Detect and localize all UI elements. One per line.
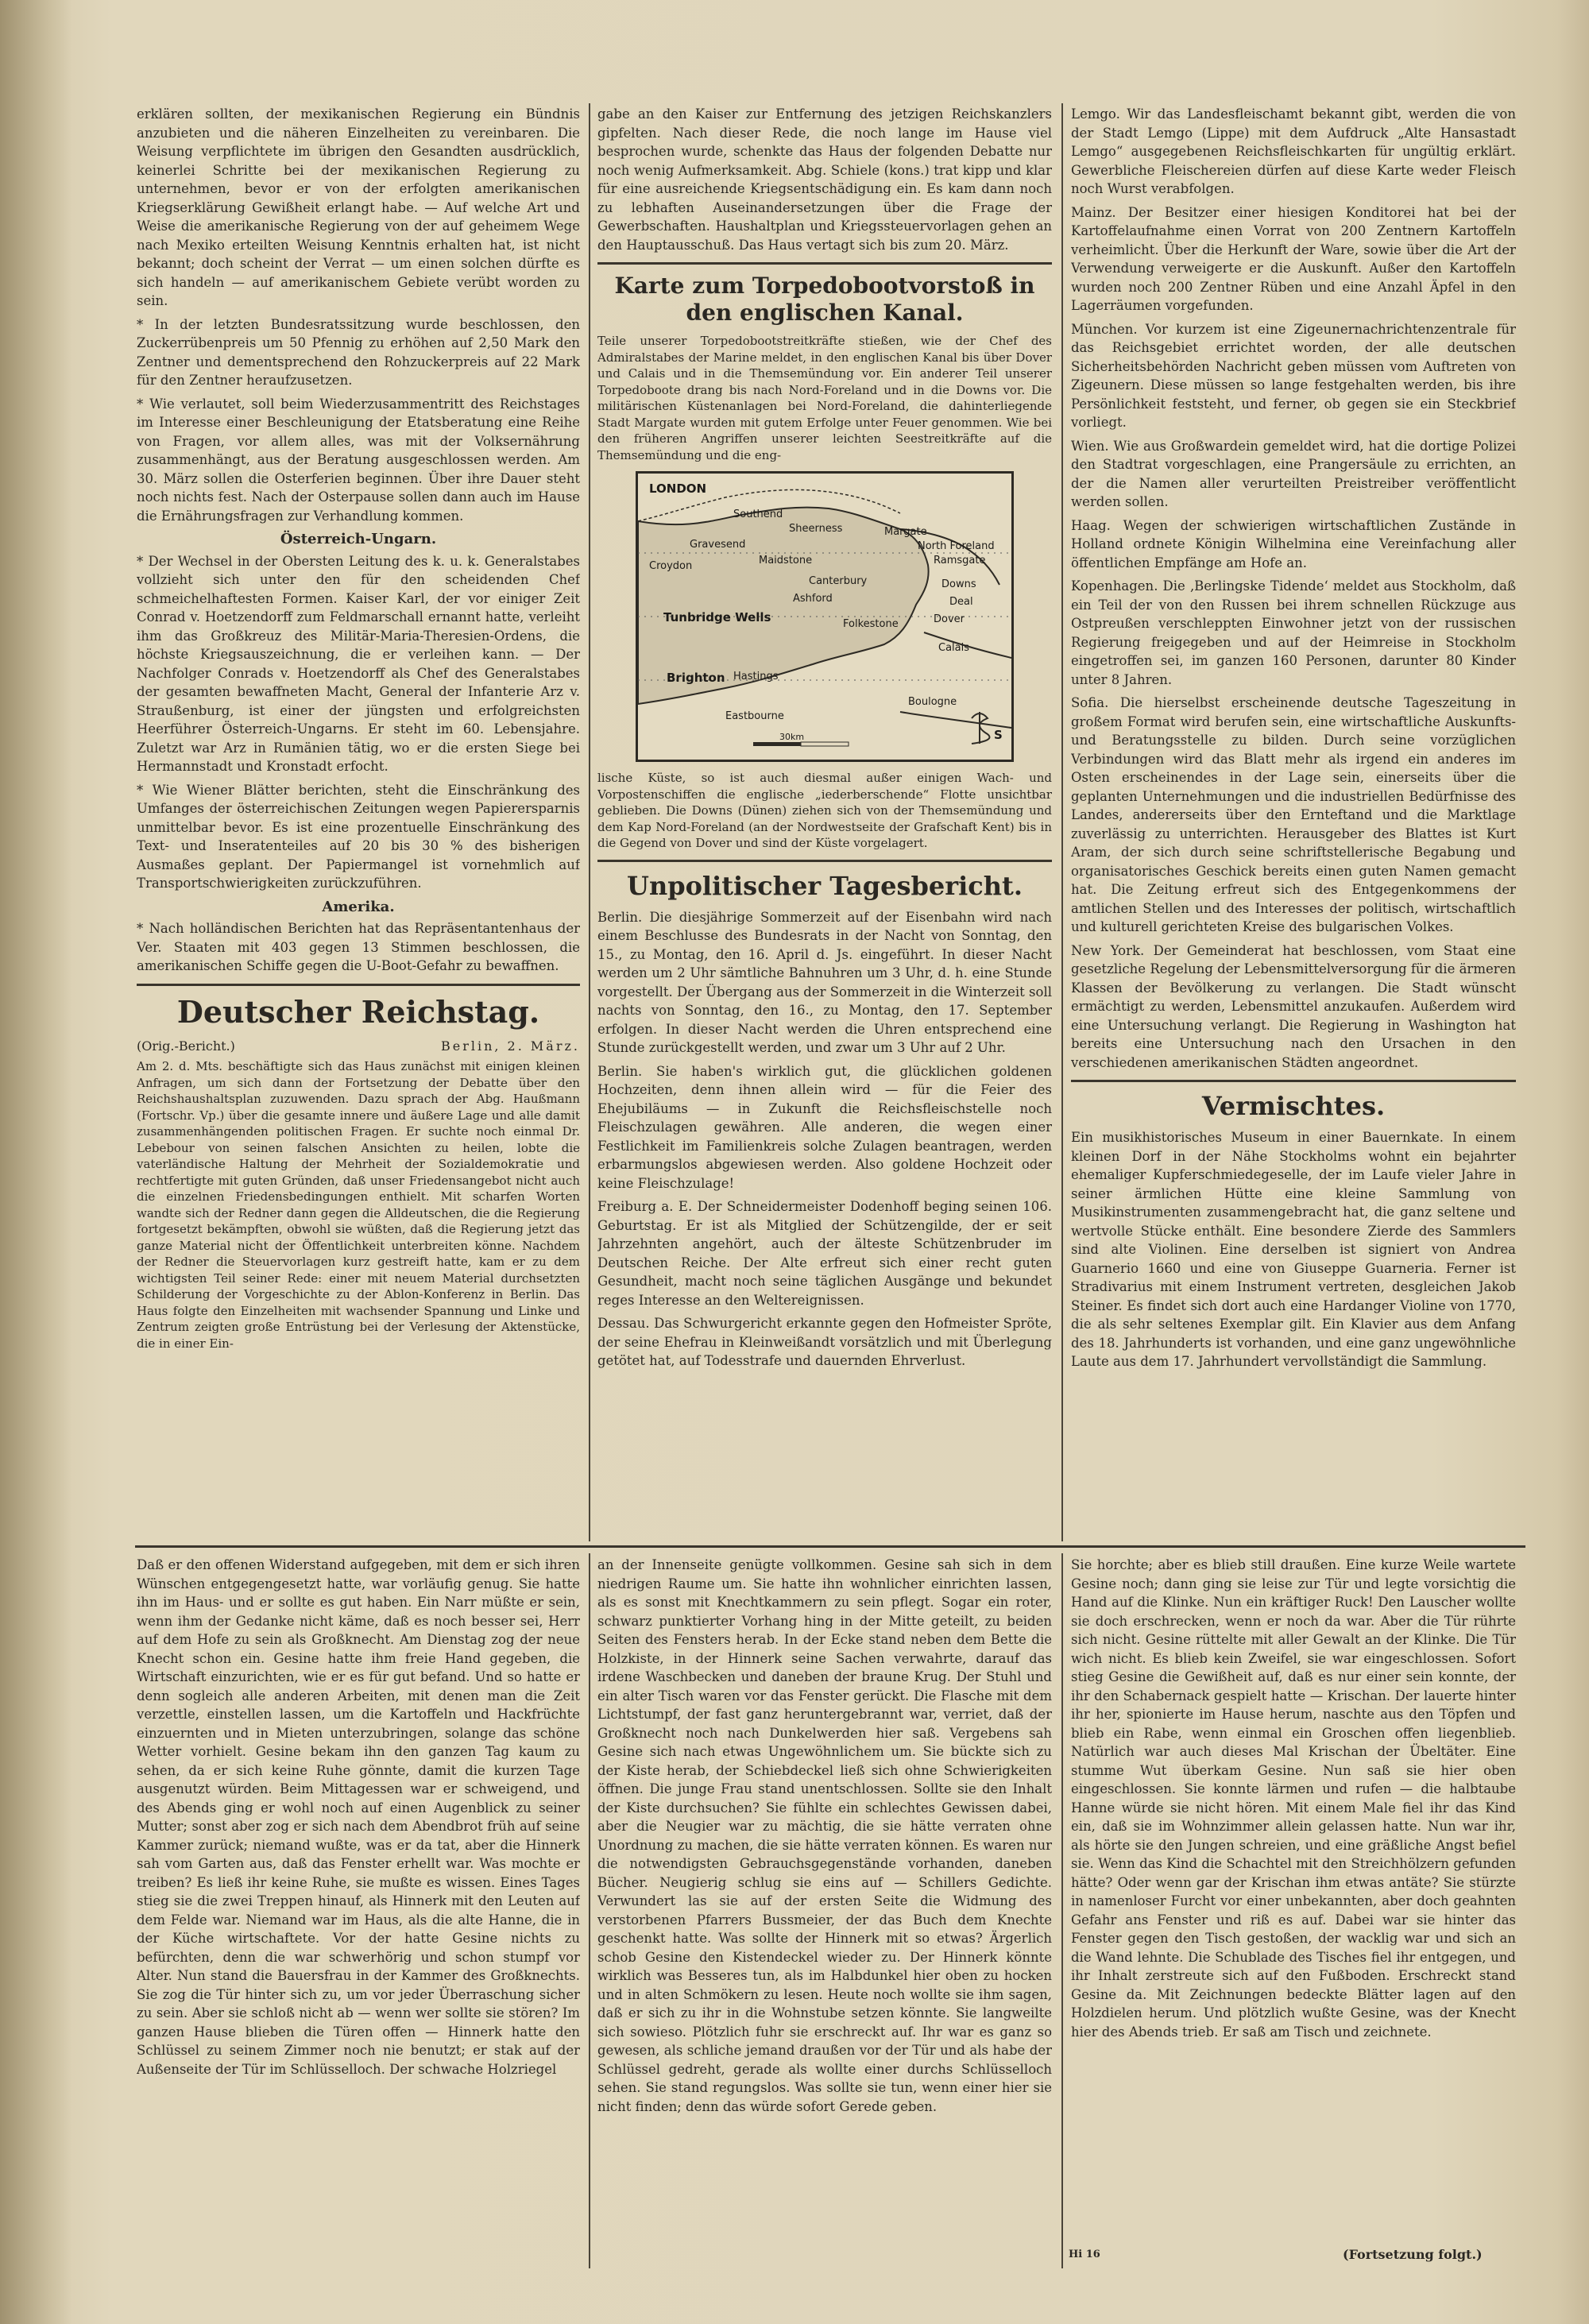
- news-item: Berlin. Sie haben's wirklich gut, die glücklichen goldenen Hochzeiten, denn ihnen allein wird — für die Feier des Ehejubiläums — in Zukunft die Reichsfleischstelle noch Fleischzulagen gewähren. Alle anderen, die wegen einer Festlichkeit im Familienkreis solche Zulagen beantragen, werden erbarmungslos abgewiesen werden. Also goldene Hochzeit oder keine Fleischzulage!: [597, 1063, 1052, 1191]
- serial-text: Daß er den offenen Widerstand aufgegeben, mit dem er sich ihren Wünschen entgegengesetzt hatte, war vorläufig genug. Sie hatte ihn im Haus- und er sollte es gut haben. Ein Narr müßte er sein, wenn ihm der Gedanke nicht käme, daß es noch besser sei, Herr auf dem Hofe zu sein als Großknecht. Am Dienstag zog der neue Knecht schon ein. Gesine hatte ihm freie Hand gegeben, die Wirtschaft einzurichten, wie er es für gut befand. Und so hatte er denn sogleich alle anderen Arbeiten, mit denen man die Zeit verzettle, einstellen lassen, um die Kartoffeln und Hackfrüchte einzuernten und in Mieten unterzubringen, solange das schöne Wetter vorhielt. Gesine bekam ihn den ganzen Tag kaum zu sehen, da er sich keine Ruhe gönnte, damit die kurzen Tage ausgenutzt würden. Beim Mittagessen war er schweigend, und des Abends ging er wohl noch auf einen Augenblick zu seiner Mutter; sonst aber zog er sich nach dem Abendbrot früh auf seine Kammer zurück; niemand wußte, was er da tat, aber die Hinnerk sah vom Garten aus, daß das Fenster erhellt war. Was mochte er treiben? Es ließ ihr keine Ruhe, sie mußte es wissen. Eines Tages stieg sie die zwei Treppen hinauf, als Hinnerk mit den Leuten auf dem Felde war. Niemand war im Haus, als die alte Hanne, die in der Küche wirtschaftete. Vor der hatte Gesine nichts zu befürchten, denn die war schwerhörig und schon stumpf vor Alter. Nun stand die Bauersfrau in der Kammer des Großknechts. Sie zog die Tür hinter sich zu, um vor jeder Überraschung sicher zu sein. Aber sie schloß nicht ab — wenn wer sollte sie stören? Im ganzen Hause blieben die Türen offen — Hinnerk hatte den Schlüssel zu seinem Zimmer noch nie benutzt; er stak auf der Außenseite der Tür im Schlüsselloch. Der schwache Holzriegel: [137, 1557, 580, 2077]
- article-paragraph: Am 2. d. Mts. beschäftigte sich das Haus zunächst mit einigen kleinen Anfragen, um sich dann der Fortsetzung der Debatte über den Reichshaushaltsplan zuzuwenden. Dazu sprach der Abg. Haußmann (Fortschr. Vp.) über die gesamte innere und äußere Lage und alle damit zusammenhängenden politischen Fragen. Er suchte noch einmal Dr. Lebebour von seinen falschen Ansichten zu heilen, lobte die vaterländische Haltung der Mehrheit der Sozialdemokratie und rechtfertigte mit guten Gründen, daß unser Friedensangebot nicht auch die einzelnen Friedensbedingungen enthielt. Mit scharfen Worten wandte sich der Redner dann gegen die Alldeutschen, die die Regierung fortgesetzt bekämpften, obwohl sie wüßten, daß die Regierung jetzt das ganze Material nicht der Öffentlichkeit unterbreiten könne. Nachdem der Redner die Steuervorlagen kurz gestreift hatte, kam er zu dem wichtigsten Teil seiner Rede: einer mit neuem Material durchsetzten Schilderung der Vorgeschichte zu der Ablon-Konferenz in Berlin. Das Haus folgte den Einzelheiten mit wachsender Spannung und Linke und Zentrum zeigten große Entrüstung bei der Verlesung der Aktenstücke, die in einer Ein-: [137, 1059, 580, 1351]
- headline-map: Karte zum Torpedobootvorstoß in den englischen Kanal.: [614, 273, 1035, 326]
- article-paragraph: * Nach holländischen Berichten hat das Repräsentantenhaus der Ver. Staaten mit 403 gegen 13 Stimmen beschlossen, die amerikanischen Schiffe gegen die U-Boot-Gefahr zu bewaffnen.: [137, 921, 580, 973]
- map-label: Hastings: [733, 671, 779, 683]
- feuilleton-column-1: [137, 1556, 580, 2263]
- article-paragraph: * In der letzten Bundesratssitzung wurde beschlossen, den Zuckerrübenpreis um 50 Pfennig zu erhöhen auf 2,50 Mark den Zentner und dementsprechend den Rohzuckerpreis auf 22 Mark für den Zentner heraufzusetzen.: [137, 316, 580, 388]
- column-divider: [1061, 1553, 1063, 2268]
- news-item: München. Vor kurzem ist eine Zigeunernachrichtenzentrale für das Reichsgebiet errichtet worden, der alle deutschen Sicherheitsbehörden Nachricht geben müssen vom Auftreten von Zigeunern. Diese müssen so lange festgehalten werden, bis ihre Persönlichkeit feststeht, und ferner, ob gegen sie ein Steckbrief vorliegt.: [1071, 321, 1516, 430]
- map-label: North Foreland: [918, 540, 995, 552]
- news-item: Sofia. Die hierselbst erscheinende deutsche Tageszeitung in großem Format wird berufen sein, eine wirtschaftliche Auskunfts- und Beratungsstelle zu bilden. Durch seine vorzüglichen Verbindungen wird das Blatt mehr als irgend ein anderes im Osten erscheinendes in der Lage sein, einerseits über die geplanten Unternehmungen und die industriellen Bedürfnisse des Landes, andererseits über den Ernteftand und die Marktlage zuverlässig zu unterrichten. Herausgeber des Blattes ist Kurt Aram, der sich durch seine schriftstellerische Begabung und organisatorisches Geschick bereits einen guten Namen gemacht hat. Die Zeitung erfreut sich des Entgegenkommens der amtlichen Stellen und des Interesses der politisch, wirtschaftlich und kulturell gerichteten Kreise des bulgarischen Volkes.: [1071, 695, 1516, 934]
- headline-unpolitical: Unpolitischer Tagesbericht.: [627, 870, 1023, 901]
- section-rule: [137, 984, 580, 986]
- feuilleton-column-3: [1071, 1556, 1516, 2239]
- page-mark: Hi 16: [1069, 2249, 1100, 2260]
- column-right: [1071, 105, 1516, 1541]
- serial-text: an der Innenseite genügte vollkommen. Gesine sah sich in dem niedrigen Raume um. Sie hatte ihn wohnlicher einrichten lassen, als es sonst mit Knechtkammern zu sein pflegt. Sogar ein roter, schwarz punktierter Vorhang hing in der Mitte geteilt, zu beiden Seiten des Fensters herab. In der Ecke stand neben dem Bette die Holzkiste, in der Hinnerk seine Sachen verwahrte, darauf das irdene Waschbecken und daneben der braune Krug. Der Stuhl und ein alter Tisch waren vor das Fenster gerückt. Die Flasche mit dem Lichtstumpf, der fast ganz heruntergebrannt war, verriet, daß der Großknecht noch nach Dunkelwerden hier saß. Vergebens sah Gesine sich nach etwas Ungewöhnlichem um. Sie bückte sich zu der Kiste herab, der Schiebdeckel ließ sich ohne Schwierigkeiten öffnen. Die junge Frau stand unentschlossen. Sollte sie den Inhalt der Kiste durchsuchen? Sie fühlte ein schlechtes Gewissen dabei, aber die Neugier war zu mächtig, die sie hätte verraten ohne Unordnung zu machen, die sie hätte verraten können. Es waren nur die notwendigsten Gebrauchsgegenstände vorhanden, daneben Bücher. Neugierig schlug sie eins auf — Schillers Gedichte. Verwundert las sie auf der ersten Seite die Widmung des verstorbenen Pfarrers Bussmeier, der das Buch dem Knechte geschenkt hatte. Was sollte der Hinnerk mit so etwas? Ärgerlich schob Gesine den Kistendeckel wieder zu. Der Hinnerk könnte wirklich was Besseres tun, als im Halbdunkel hier oben zu hocken und in alten Schmökern zu lesen. Heute noch wollte sie ihm sagen, daß er sich zu ihr in die Wohnstube setzen könnte. Sie langweilte sich sowieso. Plötzlich fuhr sie erschreckt auf. Ihr war es ganz so gewesen, als schliche jemand draußen vor der Tür und als habe der Schlüssel gedreht, gerade als wollte einer durchs Schlüsselloch sehen. Sie stand regungslos. Was sollte sie tun, wenn einer hier sie nicht finden; denn das würde sofort Gerede geben.: [597, 1557, 1052, 2114]
- page-edge-shadow: [0, 0, 72, 2324]
- news-item: Mainz. Der Besitzer einer hiesigen Konditorei hat bei der Kartoffelaufnahme einen Vorrat von 200 Zentnern Kartoffeln verheimlicht. Über die Herkunft der Ware, sowie über die Art der Verwendung verweigerte er die Auskunft. Außer den Kartoffeln wurden noch 200 Zentner Rüben und eine Anzahl Äpfel in den Lagerräumen vorgefunden.: [1071, 204, 1516, 313]
- map-label: Dover: [934, 613, 965, 625]
- map-label: Brighton: [667, 671, 725, 685]
- map-label: Boulogne: [908, 696, 957, 708]
- map-label: Deal: [949, 596, 973, 608]
- map-label: Southend: [733, 508, 783, 520]
- news-item: Ein musikhistorisches Museum in einer Bauernkate. In einem kleinen Dorf in der Nähe Stockholms wohnt ein bejahrter ehemaliger Kupferschmiedegeselle, der im Laufe vieler Jahre in seiner ärmlichen Hütte eine kleine Sammlung von Musikinstrumenten zusammengebracht hat, die ganz seltene und wertvolle Stücke enthält. Eine besondere Zierde des Sammlers sind alte Violinen. Eine derselben ist signiert von Andrea Guarnerio 1660 und eine von Giuseppe Guarneria. Ferner ist Stradivarius mit einem Instrument vertreten, desgleichen Jakob Steiner. Es findet sich dort auch eine Hardanger Violine von 1770, die als sehr seltenes Exemplar gilt. Ein Klavier aus dem Anfang des 18. Jahrhunderts ist vorhanden, und eine ganz ungewöhnliche Laute aus dem 17. Jahrhundert vervollständigt die Sammlung.: [1071, 1130, 1516, 1369]
- map-label: Margate: [884, 526, 927, 538]
- map-label: LONDON: [649, 481, 707, 496]
- article-paragraph: * Der Wechsel in der Obersten Leitung des k. u. k. Generalstabes vollzieht sich unter den für den scheidenden Chef schmeichelhaftesten Formen. Kaiser Karl, der vor einiger Zeit Conrad v. Hoetzendorff zum Feldmarschall ernannt hatte, verleiht ihm das Großkreuz des Militär-Maria-Theresien-Ordens, die höchste Kriegsauszeichnung, die er verleihen kann. — Der Nachfolger Conrads v. Hoetzendorff als Chef des Generalstabes der gesamten bewaffneten Macht, General der Infanterie Arz v. Straußenburg, ist einer der jüngsten und erfolgreichsten Heerführer Österreich-Ungarns. Er steht im 60. Lebensjahre. Zuletzt war Arz in Rumänien tätig, wo er die ersten Siege bei Hermannstadt und Kronstadt erfocht.: [137, 553, 580, 774]
- map-label: Ramsgate: [934, 555, 986, 566]
- section-rule: [597, 860, 1052, 862]
- column-divider: [589, 103, 590, 1541]
- map-label: Sheerness: [789, 523, 843, 535]
- column-divider: [1061, 103, 1063, 1541]
- map-label: Tunbridge Wells: [663, 610, 771, 625]
- map-label: Eastbourne: [725, 710, 784, 722]
- news-item: Dessau. Das Schwurgericht erkannte gegen den Hofmeister Spröte, der seine Ehefrau in Kleinweißandt vorsätzlich und mit Überlegung getötet hat, auf Todesstrafe und dauernden Ehrverlust.: [597, 1316, 1052, 1368]
- dateline-source: (Orig.-Bericht.): [137, 1038, 235, 1054]
- section-heading-america: Amerika.: [322, 898, 395, 915]
- map-label: Calais: [938, 642, 970, 654]
- column-left: [137, 105, 580, 1541]
- serial-text: Sie horchte; aber es blieb still draußen. Eine kurze Weile wartete Gesine noch; dann ging sie leise zur Tür und legte vorsichtig die Hand auf die Klinke. Nun ein kräftiger Ruck! Den Lauscher wollte sie doch erschrecken, wenn er noch da war. Aber die Tür rührte sich nicht. Gesine rüttelte mit aller Gewalt an der Klinke. Die Tür wich nicht. Es blieb kein Zweifel, sie war eingeschlossen. Sofort stieg Gesine die Gewißheit auf, daß es nur einer sein konnte, der ihr den Schabernack gespielt hatte — Krischan. Der lauerte hinter ihr her, spionierte im Hause herum, naschte aus den Töpfen und blieb ein Rabe, wenn einmal ein Groschen offen liegenblieb. Natürlich war auch dieses Mal Krischan der Übeltäter. Eine stumme Wut überkam Gesine. Nun saß sie hier oben eingeschlossen. Sie konnte lärmen und rufen — die halbtaube Hanne würde sie nicht hören. Mit einem Male fiel ihr das Kind ein, daß sie im Wohnzimmer allein gelassen hatte. Nun war ihr, als hörte sie den Jungen schreien, und eine gräßliche Angst befiel sie. Wenn das Kind die Schachtel mit den Streichhölzern gefunden hätte? Oder wenn gar der Krischan ihm etwas antäte? Sie stürzte in namenloser Furcht vor einer unbekannten, aber doch geahnten Gefahr ans Fenster und riß es auf. Dabei war sie hinter das Fenster gegen den Tisch gestoßen, der wacklig war und sich an die Wand lehnte. Die Schublade des Tisches fiel ihr entgegen, und ihr Inhalt zerstreute sich auf den Fußboden. Erschreckt stand Gesine da. Mit Zeichnungen bedeckte Blätter lagen auf den Holzdielen herum. Und plötzlich wußte Gesine, was der Knecht hier des Abends trieb. Er saß am Tisch und zeichnete.: [1071, 1557, 1516, 2040]
- continued-note: (Fortsetzung folgt.): [1343, 2247, 1483, 2262]
- map-label: S: [994, 728, 1003, 742]
- section-heading-austria: Österreich-Ungarn.: [280, 531, 437, 547]
- map-label: Downs: [941, 578, 976, 590]
- article-paragraph: erklären sollten, der mexikanischen Regierung ein Bündnis anzubieten und die näheren Einzelheiten zu vereinbaren. Die Weisung verpflichtete im übrigen den Gesandten ausdrücklich, keinerlei Schritte bei der mexikanischen Regierung zu unternehmen, bevor er von der erfolgten amerikanischen Kriegserklärung Gewißheit erlangt habe. — Auf welche Art und Weise die amerikanische Regierung von der auf geheimem Wege nach Mexiko erteilten Weisung Kenntnis erhalten hat, ist nicht bekannt; doch scheint der Verrat — um einen solchen dürfte es sich handeln — auf amerikanischem Gebiete verübt worden zu sein.: [137, 106, 580, 308]
- news-item: Haag. Wegen der schwierigen wirtschaftlichen Zustände in Holland ordnete Königin Wilhelmina eine Vereinfachung aller öffentlichen Empfänge am Hofe an.: [1071, 517, 1516, 570]
- column-divider: [589, 1553, 590, 2268]
- map-label: Croydon: [649, 560, 693, 572]
- feuilleton-column-2: [597, 1556, 1052, 2263]
- news-item: Berlin. Die diesjährige Sommerzeit auf der Eisenbahn wird nach einem Beschlusse des Bundesrats in der Nacht von Sonntag, den 15., zu Montag, den 16. April d. Js. eingeführt. In dieser Nacht werden um 2 Uhr sämtliche Bahnuhren um 3 Uhr, d. h. eine Stunde vorgestellt. Der Übergang aus der Sommerzeit in die Winterzeit soll nachts von Sonntag, den 16., zu Montag, den 17. September erfolgen. In dieser Nacht werden die Uhren entsprechend eine Stunde zurückgestellt werden, und zwar um 3 Uhr auf 2 Uhr.: [597, 909, 1052, 1055]
- news-item: Lemgo. Wir das Landesfleischamt bekannt gibt, werden die von der Stadt Lemgo (Lippe) mit dem Aufdruck „Alte Hansastadt Lemgo“ ausgegebenen Reichsfleischkarten für ungültig erklärt. Gewerbliche Fleischereien dürfen auf diese Karte weder Fleisch noch Wurst verabfolgen.: [1071, 106, 1516, 196]
- headline-miscellaneous: Vermischtes.: [1201, 1091, 1386, 1121]
- news-item: Freiburg a. E. Der Schneidermeister Dodenhoff beging seinen 106. Geburtstag. Er ist als Mitglied der Schützengilde, der er seit Jahrzehnten angehört, auch der älteste Schützenbruder im Deutschen Reiche. Der Alte erfreut sich einer recht guten Gesundheit, macht noch seine täglichen Ausgänge und bekundet reges Interesse an den Weltereignissen.: [597, 1199, 1052, 1308]
- map-label: Ashford: [793, 593, 833, 605]
- section-rule: [597, 262, 1052, 265]
- dateline: [137, 1037, 580, 1056]
- dateline-place: Berlin, 2. März.: [440, 1038, 580, 1054]
- article-paragraph: Teile unserer Torpedobootstreitkräfte stießen, wie der Chef des Admiralstabes der Marine meldet, in den englischen Kanal bis über Dover und Calais und in die Themsemündung vor. Ein anderer Teil unserer Torpedoboote drang bis nach Nord-Foreland und in die Downs vor. Die militärischen Küstenanlagen bei Nord-Foreland, die dahinterliegende Stadt Margate wurden mit gutem Erfolge unter Feuer genommen. Wie bei den früheren Angriffen unserer leichten Seestreitkräfte auf die Themsemündung und die eng-: [597, 334, 1052, 462]
- news-item: New York. Der Gemeinderat hat beschlossen, vom Staat eine gesetzliche Regelung der Lebensmittelversorgung für die ärmeren Klassen der Bevölkerung zu verlangen. Die Stadt wünscht ermächtigt zu werden, Lebensmittel anzukaufen. Außerdem wird eine Untersuchung verlangt. Die Regierung in Washington hat bereits eine Untersuchung nach den Ursachen in den verschiedenen amerikanischen Städten angeordnet.: [1071, 942, 1516, 1070]
- map-label: Folkestone: [843, 618, 899, 630]
- article-paragraph: lische Küste, so ist auch diesmal außer einigen Wach- und Vorpostenschiffen die englische „iederberschende“ Flotte unsichtbar geblieben. Die Downs (Dünen) ziehen sich von der Themsemündung und dem Kap Nord-Foreland (an der Nordwestseite der Grafschaft Kent) bis in die Gegend von Dover und sind der Küste vorgelagert.: [597, 771, 1052, 850]
- map-scale-label: 30km: [779, 732, 805, 742]
- map-label: Gravesend: [690, 539, 746, 551]
- feuilleton-rule: [135, 1545, 1525, 1548]
- column-middle: [597, 105, 1052, 1541]
- article-paragraph: gabe an den Kaiser zur Entfernung des jetzigen Reichskanzlers gipfelten. Nach dieser Rede, die noch lange im Hause viel besprochen wurde, schenkte das Haus der folgenden Debatte nur noch wenig Aufmerksamkeit. Abg. Schiele (kons.) trat kipp und klar für eine ausreichende Kriegsentschädigung ein. Es kam dann noch zu lebhaften Auseinandersetzungen über die Frage der Gewerbschaften. Haushaltplan und Kriegssteuervorlagen gehen an den Hauptausschuß. Das Haus vertagt sich bis zum 20. März.: [597, 106, 1052, 253]
- map-english-channel: [636, 471, 1014, 762]
- news-item: Wien. Wie aus Großwardein gemeldet wird, hat die dortige Polizei den Stadtrat vorgeschlagen, eine Prangersäule zu errichten, an der die Namen aller verurteilten Preistreiber veröffentlicht werden sollen.: [1071, 438, 1516, 509]
- map-label: Maidstone: [759, 555, 813, 566]
- headline-reichstag: Deutscher Reichstag.: [176, 993, 540, 1030]
- section-rule: [1071, 1080, 1516, 1082]
- map-label: Canterbury: [809, 575, 868, 587]
- article-paragraph: * Wie Wiener Blätter berichten, steht die Einschränkung des Umfanges der österreichischen Zeitungen wegen Papierersparnis unmittelbar bevor. Es ist eine prozentuelle Einschränkung des Text- und Inseratenteiles auf 20 bis 30 % des bisherigen Ausmaßes geplant. Der Papiermangel ist vornehmlich auf Transportschwierigkeiten zurückzuführen.: [137, 782, 580, 891]
- article-paragraph: * Wie verlautet, soll beim Wiederzusammentritt des Reichstages im Interesse einer Beschleunigung der Etatsberatung eine Reihe von Fragen, vor allem alles, was mit der Volksernährung zusammenhängt, aus der Beratung ausgeschlossen werden. Am 30. März sollen die Osterferien beginnen. Über ihre Dauer steht noch nichts fest. Nach der Osterpause sollen dann auch im Hause die Ernährungsfragen zur Verhandlung kommen.: [137, 396, 580, 524]
- news-item: Kopenhagen. Die ‚Berlingske Tidende‘ meldet aus Stockholm, daß ein Teil der von den Russen bei ihrem schnellen Rückzuge aus Ostpreußen verschleppten Einwohner jetzt von der russischen Regierung freigegeben und auf der Heimreise in Stockholm eingetroffen sei, im ganzen 160 Personen, darunter 80 Kinder unter 8 Jahren.: [1071, 578, 1516, 687]
